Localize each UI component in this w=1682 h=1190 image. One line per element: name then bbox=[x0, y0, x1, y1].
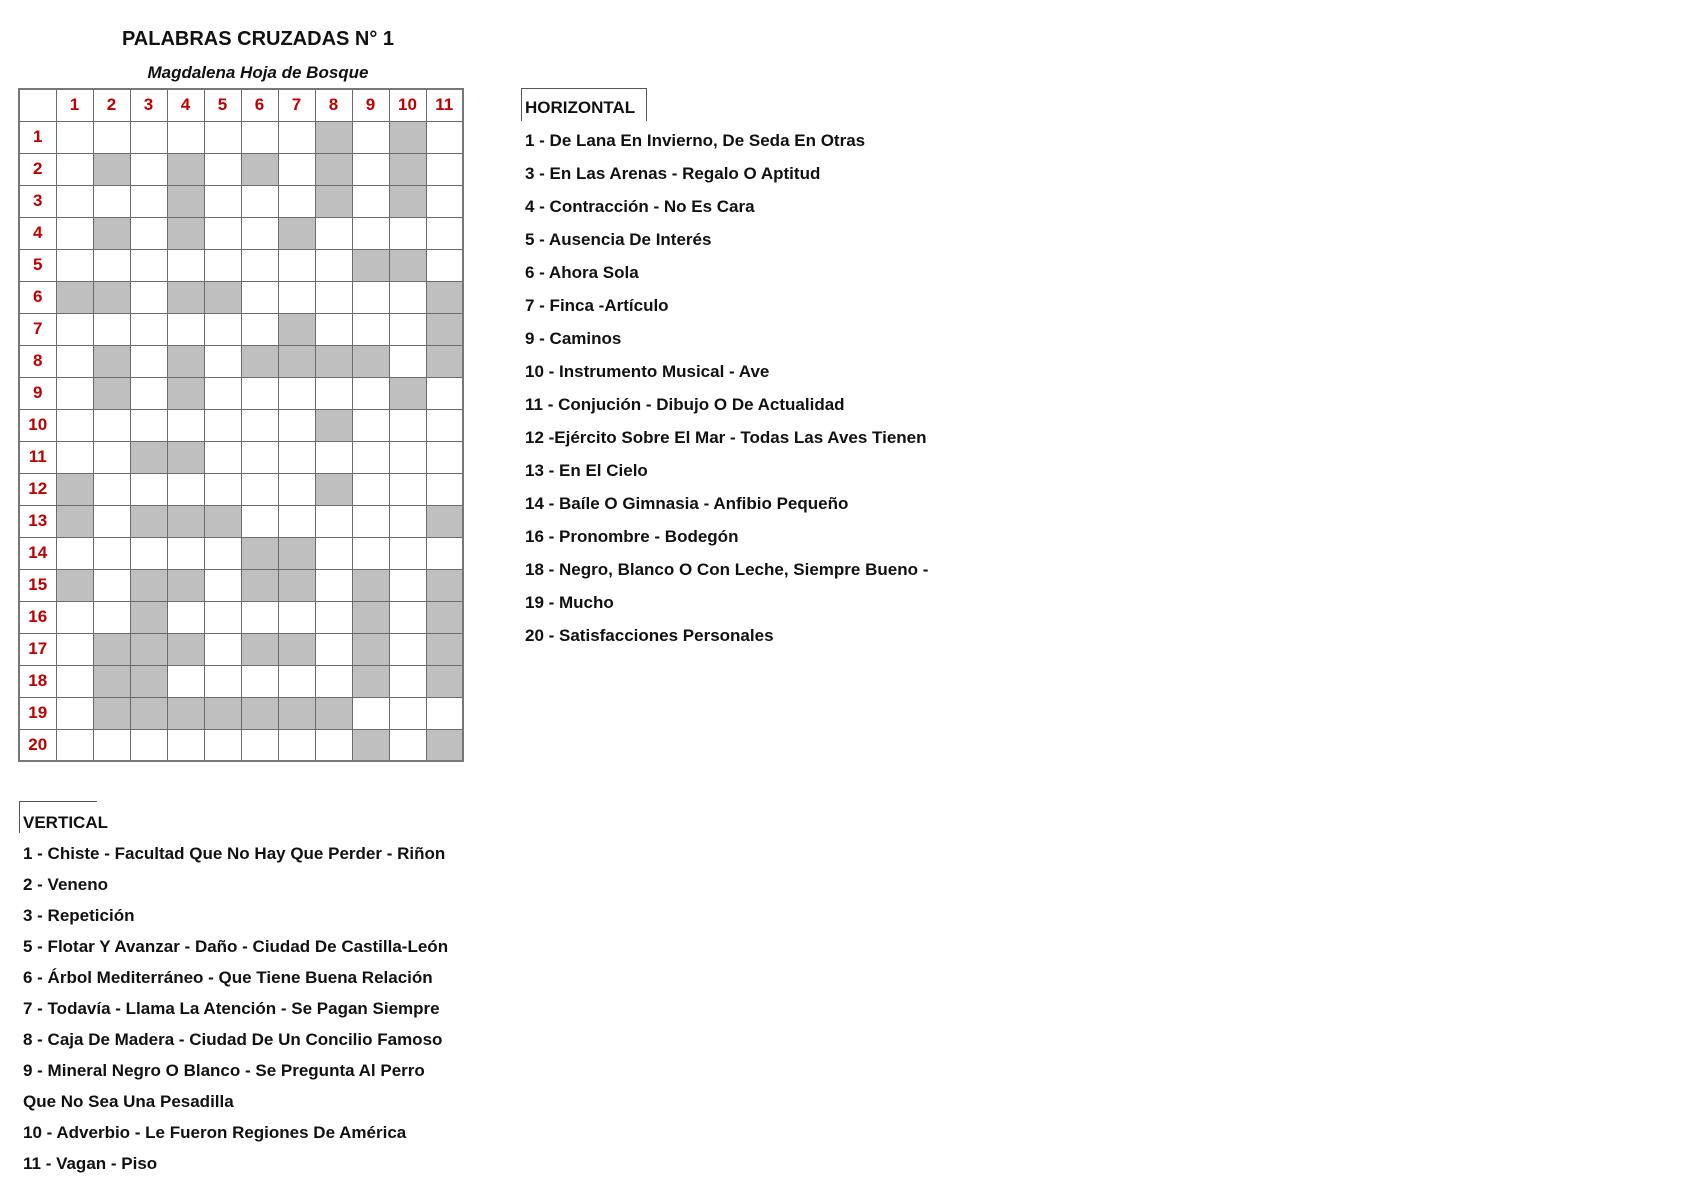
grid-cell[interactable] bbox=[204, 569, 241, 601]
grid-cell[interactable] bbox=[130, 249, 167, 281]
grid-cell[interactable] bbox=[278, 473, 315, 505]
grid-cell[interactable] bbox=[93, 185, 130, 217]
grid-cell[interactable] bbox=[241, 601, 278, 633]
grid-cell[interactable] bbox=[56, 665, 93, 697]
puzzle-title: PALABRAS CRUZADAS N° 1 bbox=[121, 28, 395, 50]
grid-cell-blocked bbox=[352, 665, 389, 697]
grid-cell-blocked bbox=[56, 569, 93, 601]
grid-cell-blocked bbox=[352, 601, 389, 633]
row-label: 14 bbox=[19, 537, 56, 569]
vertical-heading: VERTICAL bbox=[23, 813, 108, 832]
grid-cell[interactable] bbox=[204, 537, 241, 569]
vertical-clue: 1 - Chiste - Facultad Que No Hay Que Perder - Riñon bbox=[23, 844, 446, 863]
grid-cell[interactable] bbox=[352, 505, 389, 537]
grid-cell[interactable] bbox=[56, 377, 93, 409]
grid-cell-blocked bbox=[130, 665, 167, 697]
grid-cell[interactable] bbox=[241, 409, 278, 441]
grid-cell[interactable] bbox=[204, 121, 241, 153]
grid-cell[interactable] bbox=[204, 345, 241, 377]
grid-cell[interactable] bbox=[426, 441, 463, 473]
grid-cell[interactable] bbox=[56, 601, 93, 633]
grid-cell[interactable] bbox=[426, 473, 463, 505]
grid-cell[interactable] bbox=[389, 729, 426, 761]
grid-cell[interactable] bbox=[204, 409, 241, 441]
grid-cell[interactable] bbox=[426, 249, 463, 281]
row-label: 11 bbox=[19, 441, 56, 473]
grid-cell[interactable] bbox=[204, 313, 241, 345]
grid-cell-blocked bbox=[241, 569, 278, 601]
horizontal-clue: 19 - Mucho bbox=[525, 593, 614, 612]
grid-cell[interactable] bbox=[241, 441, 278, 473]
grid-cell[interactable] bbox=[389, 441, 426, 473]
grid-cell[interactable] bbox=[241, 473, 278, 505]
grid-cell[interactable] bbox=[241, 505, 278, 537]
grid-cell-blocked bbox=[389, 185, 426, 217]
grid-cell-blocked bbox=[130, 505, 167, 537]
grid-cell[interactable] bbox=[56, 217, 93, 249]
grid-cell-blocked bbox=[426, 665, 463, 697]
row-label: 9 bbox=[19, 377, 56, 409]
grid-cell[interactable] bbox=[278, 249, 315, 281]
column-label: 5 bbox=[204, 89, 241, 121]
grid-cell[interactable] bbox=[389, 313, 426, 345]
horizontal-clue: 18 - Negro, Blanco O Con Leche, Siempre Bueno - bbox=[525, 560, 929, 579]
grid-cell[interactable] bbox=[130, 409, 167, 441]
row-label: 17 bbox=[19, 633, 56, 665]
grid-cell[interactable] bbox=[204, 601, 241, 633]
grid-cell[interactable] bbox=[278, 441, 315, 473]
grid-cell[interactable] bbox=[167, 473, 204, 505]
grid-cell[interactable] bbox=[389, 633, 426, 665]
grid-cell[interactable] bbox=[426, 697, 463, 729]
grid-cell[interactable] bbox=[315, 633, 352, 665]
grid-cell[interactable] bbox=[204, 441, 241, 473]
grid-cell-blocked bbox=[315, 473, 352, 505]
row-label: 18 bbox=[19, 665, 56, 697]
grid-cell[interactable] bbox=[426, 153, 463, 185]
grid-cell-blocked bbox=[93, 281, 130, 313]
grid-cell-blocked bbox=[167, 569, 204, 601]
grid-cell-blocked bbox=[278, 569, 315, 601]
grid-cell[interactable] bbox=[426, 217, 463, 249]
grid-cell[interactable] bbox=[56, 249, 93, 281]
grid-cell[interactable] bbox=[93, 249, 130, 281]
grid-cell[interactable] bbox=[426, 377, 463, 409]
grid-cell[interactable] bbox=[389, 409, 426, 441]
horizontal-clue: 4 - Contracción - No Es Cara bbox=[525, 197, 755, 216]
grid-cell[interactable] bbox=[167, 601, 204, 633]
grid-cell-blocked bbox=[93, 377, 130, 409]
grid-cell[interactable] bbox=[56, 121, 93, 153]
grid-cell[interactable] bbox=[389, 665, 426, 697]
grid-cell-blocked bbox=[93, 697, 130, 729]
vertical-clue: 7 - Todavía - Llama La Atención - Se Pagan Siempre bbox=[23, 999, 440, 1018]
grid-cell-blocked bbox=[130, 569, 167, 601]
grid-cell-blocked bbox=[241, 633, 278, 665]
grid-cell[interactable] bbox=[241, 729, 278, 761]
grid-cell[interactable] bbox=[130, 185, 167, 217]
grid-cell[interactable] bbox=[204, 153, 241, 185]
grid-cell-blocked bbox=[241, 537, 278, 569]
grid-cell-blocked bbox=[426, 601, 463, 633]
grid-cell-blocked bbox=[426, 281, 463, 313]
grid-cell[interactable] bbox=[93, 313, 130, 345]
grid-cell[interactable] bbox=[278, 409, 315, 441]
grid-cell[interactable] bbox=[241, 121, 278, 153]
column-label: 6 bbox=[241, 89, 278, 121]
grid-cell[interactable] bbox=[93, 409, 130, 441]
grid-cell[interactable] bbox=[315, 281, 352, 313]
grid-cell[interactable] bbox=[56, 153, 93, 185]
grid-cell-blocked bbox=[167, 377, 204, 409]
grid-cell-blocked bbox=[315, 185, 352, 217]
grid-cell-blocked bbox=[278, 345, 315, 377]
vertical-clue: 3 - Repetición bbox=[23, 906, 135, 925]
horizontal-clue: 10 - Instrumento Musical - Ave bbox=[525, 362, 770, 381]
grid-cell[interactable] bbox=[56, 537, 93, 569]
grid-cell[interactable] bbox=[315, 729, 352, 761]
grid-cell[interactable] bbox=[426, 185, 463, 217]
grid-cell[interactable] bbox=[278, 153, 315, 185]
grid-cell[interactable] bbox=[352, 409, 389, 441]
vertical-clue: 6 - Árbol Mediterráneo - Que Tiene Buena Relación bbox=[23, 968, 433, 987]
horizontal-clue: 16 - Pronombre - Bodegón bbox=[525, 527, 739, 546]
grid-cell[interactable] bbox=[352, 153, 389, 185]
grid-cell-blocked bbox=[130, 633, 167, 665]
grid-cell[interactable] bbox=[93, 601, 130, 633]
grid-cell[interactable] bbox=[389, 537, 426, 569]
vertical-clue: 9 - Mineral Negro O Blanco - Se Pregunta Al Perro bbox=[23, 1061, 425, 1080]
grid-cell[interactable] bbox=[56, 345, 93, 377]
grid-cell[interactable] bbox=[130, 153, 167, 185]
grid-cell[interactable] bbox=[389, 601, 426, 633]
grid-cell[interactable] bbox=[389, 217, 426, 249]
horizontal-clue: 12 -Ejército Sobre El Mar - Todas Las Aves Tienen bbox=[525, 428, 927, 447]
grid-cell[interactable] bbox=[315, 217, 352, 249]
grid-cell[interactable] bbox=[352, 281, 389, 313]
grid-cell[interactable] bbox=[241, 249, 278, 281]
grid-cell[interactable] bbox=[204, 249, 241, 281]
vertical-clue: Que No Sea Una Pesadilla bbox=[23, 1092, 234, 1111]
grid-cell-blocked bbox=[426, 633, 463, 665]
row-label: 2 bbox=[19, 153, 56, 185]
grid-cell[interactable] bbox=[389, 281, 426, 313]
vertical-clue: 10 - Adverbio - Le Fueron Regiones De América bbox=[23, 1123, 407, 1142]
grid-cell-blocked bbox=[204, 281, 241, 313]
grid-cell-blocked bbox=[389, 377, 426, 409]
column-label: 3 bbox=[130, 89, 167, 121]
grid-cell[interactable] bbox=[56, 185, 93, 217]
row-label: 12 bbox=[19, 473, 56, 505]
row-label: 1 bbox=[19, 121, 56, 153]
horizontal-clue: 9 - Caminos bbox=[525, 329, 622, 348]
row-label: 6 bbox=[19, 281, 56, 313]
grid-cell[interactable] bbox=[56, 409, 93, 441]
grid-cell-blocked bbox=[56, 281, 93, 313]
row-label: 20 bbox=[19, 729, 56, 761]
grid-cell-blocked bbox=[278, 313, 315, 345]
grid-cell-blocked bbox=[167, 217, 204, 249]
grid-cell[interactable] bbox=[352, 473, 389, 505]
grid-cell[interactable] bbox=[130, 345, 167, 377]
grid-cell-blocked bbox=[352, 729, 389, 761]
grid-cell[interactable] bbox=[93, 121, 130, 153]
grid-cell[interactable] bbox=[130, 121, 167, 153]
grid-cell[interactable] bbox=[278, 505, 315, 537]
grid-cell-blocked bbox=[241, 697, 278, 729]
horizontal-clue: 3 - En Las Arenas - Regalo O Aptitud bbox=[525, 164, 821, 183]
grid-cell-blocked bbox=[167, 505, 204, 537]
row-label: 19 bbox=[19, 697, 56, 729]
grid-cell[interactable] bbox=[352, 217, 389, 249]
grid-cell-blocked bbox=[315, 409, 352, 441]
grid-cell[interactable] bbox=[278, 185, 315, 217]
grid-cell[interactable] bbox=[426, 121, 463, 153]
grid-cell[interactable] bbox=[93, 505, 130, 537]
grid-cell[interactable] bbox=[352, 537, 389, 569]
grid-cell-blocked bbox=[352, 249, 389, 281]
horizontal-clue: 14 - Baíle O Gimnasia - Anfibio Pequeño bbox=[525, 494, 849, 513]
grid-cell[interactable] bbox=[130, 217, 167, 249]
row-label: 4 bbox=[19, 217, 56, 249]
grid-cell-blocked bbox=[241, 153, 278, 185]
grid-cell-blocked bbox=[389, 249, 426, 281]
horizontal-clue: 5 - Ausencia De Interés bbox=[525, 230, 712, 249]
grid-cell[interactable] bbox=[278, 121, 315, 153]
grid-cell-blocked bbox=[93, 665, 130, 697]
grid-cell-blocked bbox=[352, 569, 389, 601]
grid-cell-blocked bbox=[278, 697, 315, 729]
grid-cell[interactable] bbox=[315, 537, 352, 569]
row-label: 5 bbox=[19, 249, 56, 281]
grid-cell[interactable] bbox=[167, 537, 204, 569]
grid-cell-blocked bbox=[426, 345, 463, 377]
grid-cell[interactable] bbox=[426, 409, 463, 441]
grid-cell-blocked bbox=[204, 697, 241, 729]
grid-cell[interactable] bbox=[167, 729, 204, 761]
row-label: 7 bbox=[19, 313, 56, 345]
grid-cell[interactable] bbox=[130, 281, 167, 313]
grid-cell[interactable] bbox=[167, 665, 204, 697]
grid-cell-blocked bbox=[278, 537, 315, 569]
row-label: 8 bbox=[19, 345, 56, 377]
row-label: 10 bbox=[19, 409, 56, 441]
grid-cell-blocked bbox=[426, 569, 463, 601]
grid-cell[interactable] bbox=[56, 697, 93, 729]
grid-cell[interactable] bbox=[93, 441, 130, 473]
vertical-clue: 11 - Vagan - Piso bbox=[23, 1154, 158, 1173]
grid-cell[interactable] bbox=[167, 409, 204, 441]
grid-cell[interactable] bbox=[56, 313, 93, 345]
column-label: 10 bbox=[389, 89, 426, 121]
column-label: 7 bbox=[278, 89, 315, 121]
grid-cell[interactable] bbox=[352, 697, 389, 729]
grid-cell[interactable] bbox=[315, 601, 352, 633]
grid-cell[interactable] bbox=[426, 537, 463, 569]
grid-cell[interactable] bbox=[241, 217, 278, 249]
grid-cell-blocked bbox=[130, 441, 167, 473]
grid-cell-blocked bbox=[93, 345, 130, 377]
grid-cell[interactable] bbox=[389, 569, 426, 601]
crossword-grid bbox=[18, 88, 464, 762]
grid-cell-blocked bbox=[426, 505, 463, 537]
grid-cell[interactable] bbox=[204, 665, 241, 697]
grid-cell-blocked bbox=[167, 185, 204, 217]
grid-cell-blocked bbox=[56, 473, 93, 505]
grid-cell[interactable] bbox=[278, 665, 315, 697]
grid-cell-blocked bbox=[56, 505, 93, 537]
grid-cell[interactable] bbox=[204, 729, 241, 761]
column-label: 4 bbox=[167, 89, 204, 121]
grid-cell[interactable] bbox=[315, 249, 352, 281]
grid-cell-blocked bbox=[167, 281, 204, 313]
row-label: 13 bbox=[19, 505, 56, 537]
grid-cell[interactable] bbox=[130, 729, 167, 761]
grid-cell[interactable] bbox=[56, 633, 93, 665]
grid-cell[interactable] bbox=[241, 185, 278, 217]
vertical-clue: 5 - Flotar Y Avanzar - Daño - Ciudad De Castilla-León bbox=[23, 937, 449, 956]
grid-cell[interactable] bbox=[389, 473, 426, 505]
grid-cell-blocked bbox=[204, 505, 241, 537]
grid-cell[interactable] bbox=[56, 441, 93, 473]
grid-cell[interactable] bbox=[93, 473, 130, 505]
grid-cell[interactable] bbox=[315, 441, 352, 473]
grid-cell-blocked bbox=[352, 633, 389, 665]
grid-cell-blocked bbox=[93, 153, 130, 185]
grid-cell[interactable] bbox=[315, 313, 352, 345]
vertical-clue: 2 - Veneno bbox=[23, 875, 109, 894]
column-label: 2 bbox=[93, 89, 130, 121]
row-label: 15 bbox=[19, 569, 56, 601]
horizontal-clue: 20 - Satisfacciones Personales bbox=[525, 626, 774, 645]
grid-cell-blocked bbox=[315, 153, 352, 185]
grid-cell[interactable] bbox=[241, 665, 278, 697]
grid-cell-blocked bbox=[167, 633, 204, 665]
grid-cell[interactable] bbox=[93, 729, 130, 761]
grid-cell-blocked bbox=[315, 345, 352, 377]
grid-cell[interactable] bbox=[315, 377, 352, 409]
grid-cell[interactable] bbox=[352, 313, 389, 345]
grid-cell[interactable] bbox=[315, 569, 352, 601]
grid-cell[interactable] bbox=[389, 345, 426, 377]
grid-cell[interactable] bbox=[278, 281, 315, 313]
row-label: 3 bbox=[19, 185, 56, 217]
vertical-clue: 8 - Caja De Madera - Ciudad De Un Concilio Famoso bbox=[23, 1030, 443, 1049]
grid-cell-blocked bbox=[315, 697, 352, 729]
grid-cell[interactable] bbox=[241, 313, 278, 345]
grid-cell-blocked bbox=[167, 441, 204, 473]
horizontal-clue: 11 - Conjución - Dibujo O De Actualidad bbox=[525, 395, 845, 414]
grid-cell[interactable] bbox=[204, 217, 241, 249]
horizontal-clue: 13 - En El Cielo bbox=[525, 461, 648, 480]
grid-cell-blocked bbox=[426, 313, 463, 345]
grid-cell-blocked bbox=[93, 633, 130, 665]
grid-cell[interactable] bbox=[93, 569, 130, 601]
grid-cell[interactable] bbox=[167, 313, 204, 345]
author-name: Magdalena Hoja de Bosque bbox=[147, 63, 369, 82]
grid-cell[interactable] bbox=[130, 537, 167, 569]
grid-cell-blocked bbox=[426, 729, 463, 761]
horizontal-heading: HORIZONTAL bbox=[525, 98, 636, 117]
grid-cell-blocked bbox=[278, 217, 315, 249]
grid-cell[interactable] bbox=[315, 505, 352, 537]
grid-cell[interactable] bbox=[278, 377, 315, 409]
grid-cell-blocked bbox=[315, 121, 352, 153]
grid-cell-blocked bbox=[167, 697, 204, 729]
grid-cell[interactable] bbox=[93, 537, 130, 569]
grid-cell[interactable] bbox=[130, 473, 167, 505]
grid-cell-blocked bbox=[130, 601, 167, 633]
grid-cell[interactable] bbox=[389, 697, 426, 729]
grid-cell[interactable] bbox=[56, 729, 93, 761]
grid-cell-blocked bbox=[241, 345, 278, 377]
grid-cell[interactable] bbox=[130, 377, 167, 409]
column-label: 11 bbox=[426, 89, 463, 121]
grid-cell-blocked bbox=[389, 121, 426, 153]
grid-cell[interactable] bbox=[352, 185, 389, 217]
grid-cell[interactable] bbox=[130, 313, 167, 345]
grid-cell[interactable] bbox=[278, 601, 315, 633]
row-label: 16 bbox=[19, 601, 56, 633]
grid-cell[interactable] bbox=[352, 377, 389, 409]
grid-cell-blocked bbox=[352, 345, 389, 377]
horizontal-clue: 7 - Finca -Artículo bbox=[525, 296, 669, 315]
horizontal-clue: 1 - De Lana En Invierno, De Seda En Otras bbox=[525, 131, 866, 150]
grid-cell[interactable] bbox=[204, 185, 241, 217]
column-label: 1 bbox=[56, 89, 93, 121]
grid-cell[interactable] bbox=[241, 377, 278, 409]
column-label: 9 bbox=[352, 89, 389, 121]
grid-cell-blocked bbox=[167, 345, 204, 377]
column-label: 8 bbox=[315, 89, 352, 121]
horizontal-clue: 6 - Ahora Sola bbox=[525, 263, 639, 282]
grid-cell-blocked bbox=[167, 153, 204, 185]
grid-corner bbox=[19, 89, 56, 121]
grid-cell[interactable] bbox=[167, 249, 204, 281]
grid-cell[interactable] bbox=[204, 633, 241, 665]
grid-cell-blocked bbox=[278, 633, 315, 665]
grid-cell[interactable] bbox=[241, 281, 278, 313]
grid-cell-blocked bbox=[389, 153, 426, 185]
grid-cell-blocked bbox=[93, 217, 130, 249]
grid-cell[interactable] bbox=[315, 665, 352, 697]
grid-cell[interactable] bbox=[352, 121, 389, 153]
grid-cell-blocked bbox=[130, 697, 167, 729]
grid-cell[interactable] bbox=[352, 441, 389, 473]
grid-cell[interactable] bbox=[204, 377, 241, 409]
grid-cell[interactable] bbox=[389, 505, 426, 537]
grid-cell[interactable] bbox=[278, 729, 315, 761]
grid-cell[interactable] bbox=[167, 121, 204, 153]
grid-cell[interactable] bbox=[204, 473, 241, 505]
